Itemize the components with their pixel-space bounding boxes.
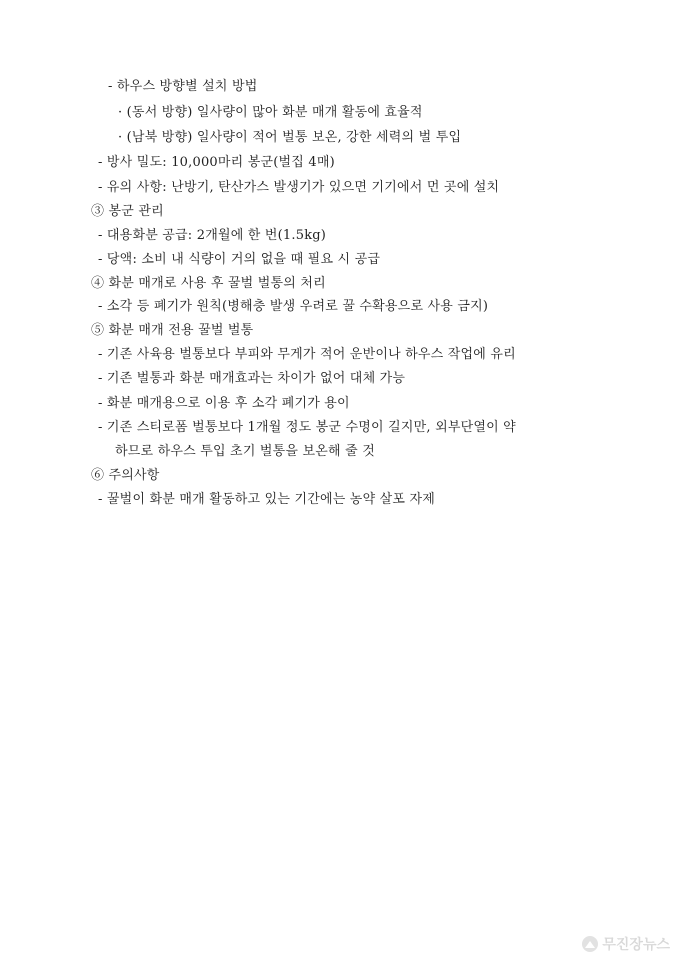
section-heading: ④ 화분 매개로 사용 후 꿀벌 벌통의 처리 [91, 276, 326, 291]
section-heading: ③ 봉군 관리 [91, 204, 164, 219]
text-line: · (동서 방향) 일사량이 많아 화분 매개 활동에 효율적 [118, 105, 423, 120]
text-line: - 꿀벌이 화분 매개 활동하고 있는 기간에는 농약 살포 자제 [98, 492, 436, 507]
text-line: - 기존 사육용 벌통보다 부피와 무게가 적어 운반이나 하우스 작업에 유리 [98, 347, 516, 362]
text-line: 하므로 하우스 투입 초기 벌통을 보온해 줄 것 [115, 444, 375, 459]
text-line: - 화분 매개용으로 이용 후 소각 폐기가 용이 [98, 396, 350, 411]
text-line: - 기존 벌통과 화분 매개효과는 차이가 없어 대체 가능 [98, 371, 406, 386]
text-line: - 당액: 소비 내 식량이 거의 없을 때 필요 시 공급 [98, 252, 381, 267]
text-line: - 방사 밀도: 10,000마리 봉군(벌집 4매) [98, 155, 335, 170]
text-line: - 대용화분 공급: 2개월에 한 번(1.5kg) [98, 228, 327, 243]
text-line: - 하우스 방향별 설치 방법 [108, 79, 258, 94]
watermark [582, 934, 670, 954]
section-heading: ⑥ 주의사항 [91, 468, 160, 483]
text-line: · (남북 방향) 일사량이 적어 벌통 보온, 강한 세력의 벌 투입 [118, 130, 462, 145]
text-line: - 기존 스티로폼 벌통보다 1개월 정도 봉군 수명이 길지만, 외부단열이 약 [98, 420, 516, 435]
text-line: - 소각 등 폐기가 원칙(병해충 발생 우려로 꿀 수확용으로 사용 금지) [98, 299, 489, 314]
watermark-text: 무진장뉴스 [602, 937, 670, 953]
watermark-logo-icon [582, 936, 598, 952]
text-line: - 유의 사항: 난방기, 탄산가스 발생기가 있으면 기기에서 먼 곳에 설치 [98, 180, 500, 195]
section-heading: ⑤ 화분 매개 전용 꿀벌 벌통 [91, 323, 254, 338]
